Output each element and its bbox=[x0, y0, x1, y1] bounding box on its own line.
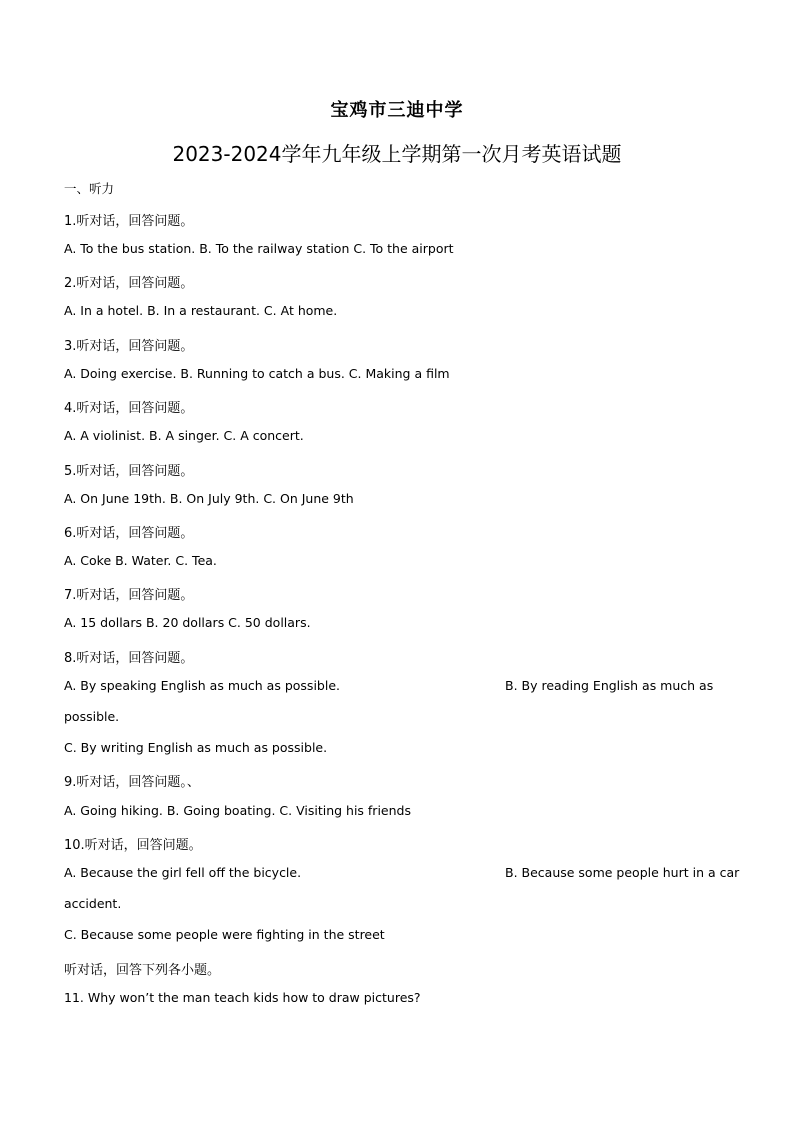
exam-title: 2023-2024学年九年级上学期第一次月考英语试题 bbox=[172, 142, 622, 166]
question-11-stem: 11. Why won’t the man teach kids how to draw pictures? bbox=[64, 990, 421, 1005]
question-stem-7: 7.听对话，回答问题。 bbox=[64, 588, 194, 603]
question-options-4: A. A violinist. B. A singer. C. A concert. bbox=[64, 428, 304, 443]
question-options-2: A. In a hotel. B. In a restaurant. C. At home. bbox=[64, 303, 338, 318]
question-stem-3: 3.听对话，回答问题。 bbox=[64, 339, 194, 354]
school-name: 宝鸡市三迪中学 bbox=[330, 100, 464, 121]
question-8-option-b: B. By reading English as much as bbox=[505, 678, 714, 693]
question-10-option-b-cont: accident. bbox=[64, 896, 122, 911]
question-8-option-a: A. By speaking English as much as possible. bbox=[64, 678, 340, 693]
question-stem-2: 2.听对话，回答问题。 bbox=[64, 276, 194, 291]
question-stem-9: 9.听对话，回答问题。、 bbox=[64, 775, 200, 790]
question-10-option-b: B. Because some people hurt in a car bbox=[505, 865, 740, 880]
question-options-5: A. On June 19th. B. On July 9th. C. On June 9th bbox=[64, 491, 354, 506]
question-10-option-c: C. Because some people were fighting in the street bbox=[64, 927, 385, 942]
question-stem-6: 6.听对话，回答问题。 bbox=[64, 526, 194, 541]
question-options-1: A. To the bus station. B. To the railway station C. To the airport bbox=[64, 241, 454, 256]
question-stem-8: 8.听对话，回答问题。 bbox=[64, 651, 194, 666]
question-options-7: A. 15 dollars B. 20 dollars C. 50 dollars. bbox=[64, 615, 311, 630]
section-heading: 一、听力 bbox=[64, 181, 115, 196]
question-options-3: A. Doing exercise. B. Running to catch a bus. C. Making a film bbox=[64, 366, 450, 381]
question-stem-4: 4.听对话，回答问题。 bbox=[64, 401, 194, 416]
question-stem-1: 1.听对话，回答问题。 bbox=[64, 214, 194, 229]
question-options-9: A. Going hiking. B. Going boating. C. Visiting his friends bbox=[64, 803, 411, 818]
question-stem-5: 5.听对话，回答问题。 bbox=[64, 464, 194, 479]
question-8-option-c: C. By writing English as much as possible. bbox=[64, 740, 328, 755]
group-instruction: 听对话，回答下列各小题。 bbox=[64, 963, 221, 978]
question-stem-10: 10.听对话，回答问题。 bbox=[64, 838, 202, 853]
question-10-option-a: A. Because the girl fell off the bicycle. bbox=[64, 865, 302, 880]
question-8-option-b-cont: possible. bbox=[64, 709, 120, 724]
question-options-6: A. Coke B. Water. C. Tea. bbox=[64, 553, 217, 568]
